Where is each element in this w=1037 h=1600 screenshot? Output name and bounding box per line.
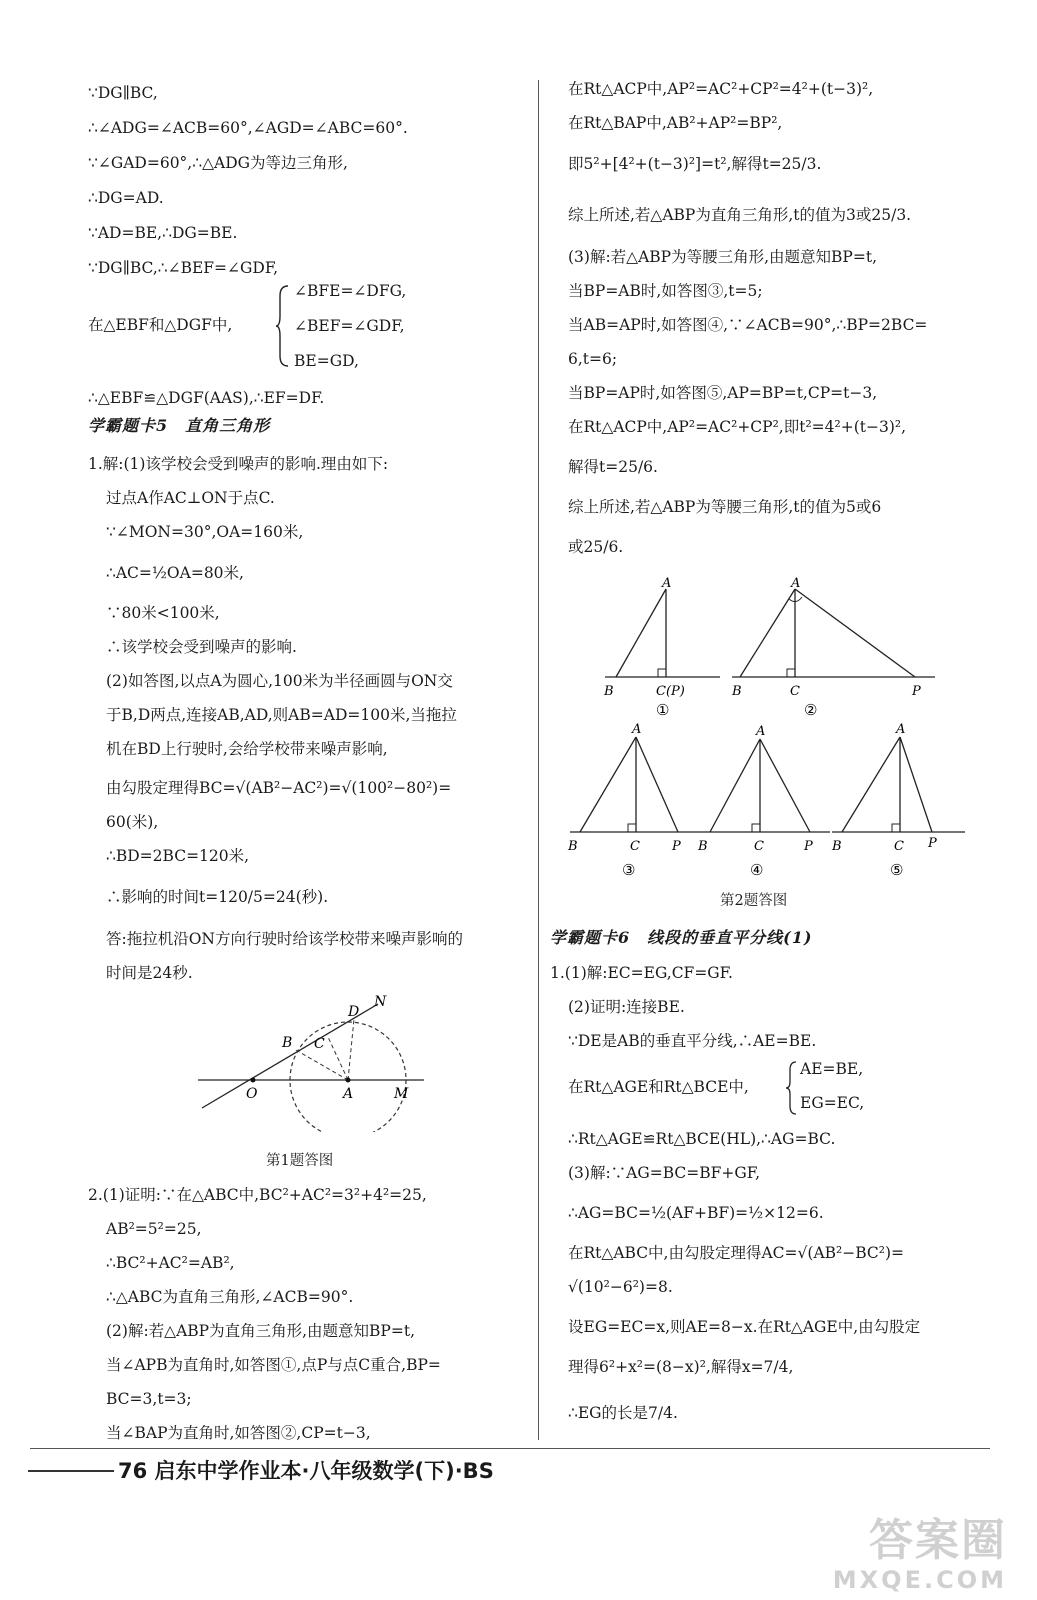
- text-line: ∴影响的时间t=120/5=24(秒).: [106, 888, 329, 906]
- triangle-5: [831, 722, 965, 879]
- text-line: √(10²−6²)=8.: [568, 1278, 673, 1296]
- text-line: 过点A作AC⊥ON于点C.: [106, 489, 275, 507]
- svg-text:④: ④: [750, 861, 764, 879]
- svg-text:P: P: [928, 836, 937, 851]
- svg-text:P: P: [912, 684, 921, 699]
- text-line: 综上所述,若△ABP为等腰三角形,t的值为5或6: [568, 498, 882, 516]
- svg-text:⑤: ⑤: [890, 861, 904, 879]
- svg-text:A: A: [791, 577, 801, 591]
- point-label: D: [348, 1004, 360, 1020]
- svg-text:③: ③: [622, 861, 636, 879]
- text-line: ∵80米<100米,: [106, 604, 220, 622]
- text-line: 在Rt△ACP中,AP²=AC²+CP²,即t²=4²+(t−3)²,: [568, 418, 907, 436]
- system-eq: EG=EC,: [800, 1094, 865, 1112]
- text-line: 综上所述,若△ABP为直角三角形,t的值为3或25/3.: [568, 206, 912, 224]
- text-line: 6,t=6;: [568, 350, 618, 368]
- text-line: 1.(1)解:EC=EG,CF=GF.: [550, 964, 733, 982]
- text-line: 1.解:(1)该学校会受到噪声的影响.理由如下:: [88, 455, 389, 473]
- text-line: 60(米),: [106, 813, 159, 831]
- text-line: ∵DE是AB的垂直平分线,∴AE=BE.: [568, 1032, 817, 1050]
- watermark-logo: 答案圈: [869, 1515, 1007, 1566]
- figure-1: [188, 992, 428, 1132]
- text-line: 即5²+[4²+(t−3)²]=t²,解得t=25/3.: [568, 155, 822, 173]
- system-prefix: 在△EBF和△DGF中,: [88, 316, 233, 334]
- text-line: 当BP=AB时,如答图③,t=5;: [568, 282, 763, 300]
- figure-caption: 第2题答图: [720, 893, 788, 909]
- brace-icon: [276, 284, 290, 368]
- text-line: 时间是24秒.: [106, 964, 193, 982]
- text-line: 当AB=AP时,如答图④,∵∠ACB=90°,∴BP=2BC=: [568, 316, 928, 334]
- point-label: C: [314, 1036, 325, 1052]
- triangle-1: [603, 577, 720, 719]
- point-label: N: [374, 994, 387, 1010]
- svg-text:②: ②: [804, 701, 818, 719]
- text-line: ∴△ABC为直角三角形,∠ACB=90°.: [106, 1288, 354, 1306]
- text-line: 在Rt△ABC中,由勾股定理得AC=√(AB²−BC²)=: [568, 1244, 905, 1262]
- text-line: 设EG=EC=x,则AE=8−x.在Rt△AGE中,由勾股定: [568, 1318, 921, 1336]
- footer-accent-rule: [28, 1470, 114, 1472]
- text-line: ∴DG=AD.: [88, 189, 164, 207]
- text-line: ∵DG∥BC,: [88, 84, 158, 102]
- text-line: 理得6²+x²=(8−x)²,解得x=7/4,: [568, 1358, 794, 1376]
- text-line: (2)证明:连接BE.: [568, 998, 685, 1016]
- text-line: ∵∠MON=30°,OA=160米,: [106, 523, 304, 541]
- text-line: ∴该学校会受到噪声的影响.: [106, 638, 297, 656]
- svg-text:B: B: [732, 684, 742, 699]
- figure-caption: 第1题答图: [266, 1153, 334, 1169]
- system-eq: ∠BEF=∠GDF,: [294, 317, 405, 335]
- text-line: 答:拖拉机沿ON方向行驶时给该学校带来噪声影响的: [106, 930, 463, 948]
- text-line: ∴BC²+AC²=AB²,: [106, 1254, 235, 1272]
- text-line: 在Rt△BAP中,AB²+AP²=BP²,: [568, 114, 783, 132]
- text-line: ∵DG∥BC,∴∠BEF=∠GDF,: [88, 259, 279, 277]
- svg-text:A: A: [662, 577, 672, 591]
- triangle-2: [731, 577, 935, 719]
- system-eq: ∠BFE=∠DFG,: [294, 282, 407, 300]
- text-line: ∴∠ADG=∠ACB=60°,∠AGD=∠ABC=60°.: [88, 119, 408, 137]
- text-line: 当BP=AP时,如答图⑤,AP=BP=t,CP=t−3,: [568, 384, 878, 402]
- svg-text:C: C: [790, 684, 800, 699]
- page-footer: 76 启东中学作业本·八年级数学(下)·BS: [118, 1459, 494, 1483]
- section-title: 学霸题卡6 线段的垂直平分线(1): [550, 928, 813, 947]
- text-line: 由勾股定理得BC=√(AB²−AC²)=√(100²−80²)=: [106, 779, 452, 797]
- text-line: 或25/6.: [568, 538, 624, 556]
- svg-text:C(P): C(P): [656, 684, 685, 699]
- text-line: ∵∠GAD=60°,∴△ADG为等边三角形,: [88, 154, 348, 172]
- svg-text:C: C: [894, 839, 904, 854]
- svg-text:A: A: [632, 722, 642, 737]
- text-line: AB²=5²=25,: [106, 1220, 202, 1238]
- text-line: 在Rt△ACP中,AP²=AC²+CP²=4²+(t−3)²,: [568, 80, 874, 98]
- svg-text:A: A: [896, 722, 906, 737]
- watermark-url: MXQE.COM: [832, 1566, 1007, 1594]
- column-divider: [538, 80, 539, 1440]
- text-line: (2)解:若△ABP为直角三角形,由题意知BP=t,: [106, 1322, 416, 1340]
- triangle-4: [697, 724, 830, 879]
- text-line: ∴BD=2BC=120米,: [106, 847, 250, 865]
- svg-text:P: P: [672, 839, 681, 854]
- point-label: O: [246, 1086, 258, 1102]
- text-line: (3)解:∵AG=BC=BF+GF,: [568, 1164, 761, 1182]
- section-title: 学霸题卡5 直角三角形: [88, 416, 271, 435]
- text-line: 于B,D两点,连接AB,AD,则AB=AD=100米,当拖拉: [106, 706, 457, 724]
- triangle-3: [567, 722, 700, 879]
- svg-text:C: C: [754, 839, 764, 854]
- text-line: 机在BD上行驶时,会给学校带来噪声影响,: [106, 740, 388, 758]
- svg-text:B: B: [604, 684, 614, 699]
- text-line: ∵AD=BE,∴DG=BE.: [88, 224, 238, 242]
- text-line: 当∠APB为直角时,如答图①,点P与点C重合,BP=: [106, 1356, 441, 1374]
- point-label: M: [394, 1086, 409, 1102]
- point-label: B: [282, 1035, 293, 1051]
- text-line: ∴AC=½OA=80米,: [106, 564, 244, 582]
- text-line: (2)如答图,以点A为圆心,100米为半径画圆与ON交: [106, 672, 453, 690]
- svg-text:C: C: [630, 839, 640, 854]
- footer-rule-line: [30, 1448, 990, 1449]
- svg-text:A: A: [756, 724, 766, 739]
- point-label: A: [343, 1086, 354, 1102]
- figure-2: [560, 577, 990, 887]
- text-line: BC=3,t=3;: [106, 1390, 192, 1408]
- text-line: ∴Rt△AGE≌Rt△BCE(HL),∴AG=BC.: [568, 1130, 836, 1148]
- svg-text:B: B: [568, 839, 578, 854]
- text-line: ∴EG的长是7/4.: [568, 1404, 678, 1422]
- text-line: ∴△EBF≌△DGF(AAS),∴EF=DF.: [88, 389, 325, 407]
- text-line: 当∠BAP为直角时,如答图②,CP=t−3,: [106, 1424, 371, 1442]
- svg-text:B: B: [832, 839, 842, 854]
- text-line: (3)解:若△ABP为等腰三角形,由题意知BP=t,: [568, 248, 878, 266]
- text-line: ∴AG=BC=½(AF+BF)=½×12=6.: [568, 1204, 824, 1222]
- system-prefix: 在Rt△AGE和Rt△BCE中,: [568, 1078, 749, 1096]
- brace-icon: [786, 1060, 798, 1116]
- svg-text:B: B: [698, 839, 708, 854]
- system-eq: BE=GD,: [294, 352, 359, 370]
- text-line: 解得t=25/6.: [568, 458, 658, 476]
- svg-text:①: ①: [656, 701, 670, 719]
- text-line: 2.(1)证明:∵在△ABC中,BC²+AC²=3²+4²=25,: [88, 1186, 427, 1204]
- system-eq: AE=BE,: [800, 1060, 864, 1078]
- svg-text:P: P: [804, 839, 813, 854]
